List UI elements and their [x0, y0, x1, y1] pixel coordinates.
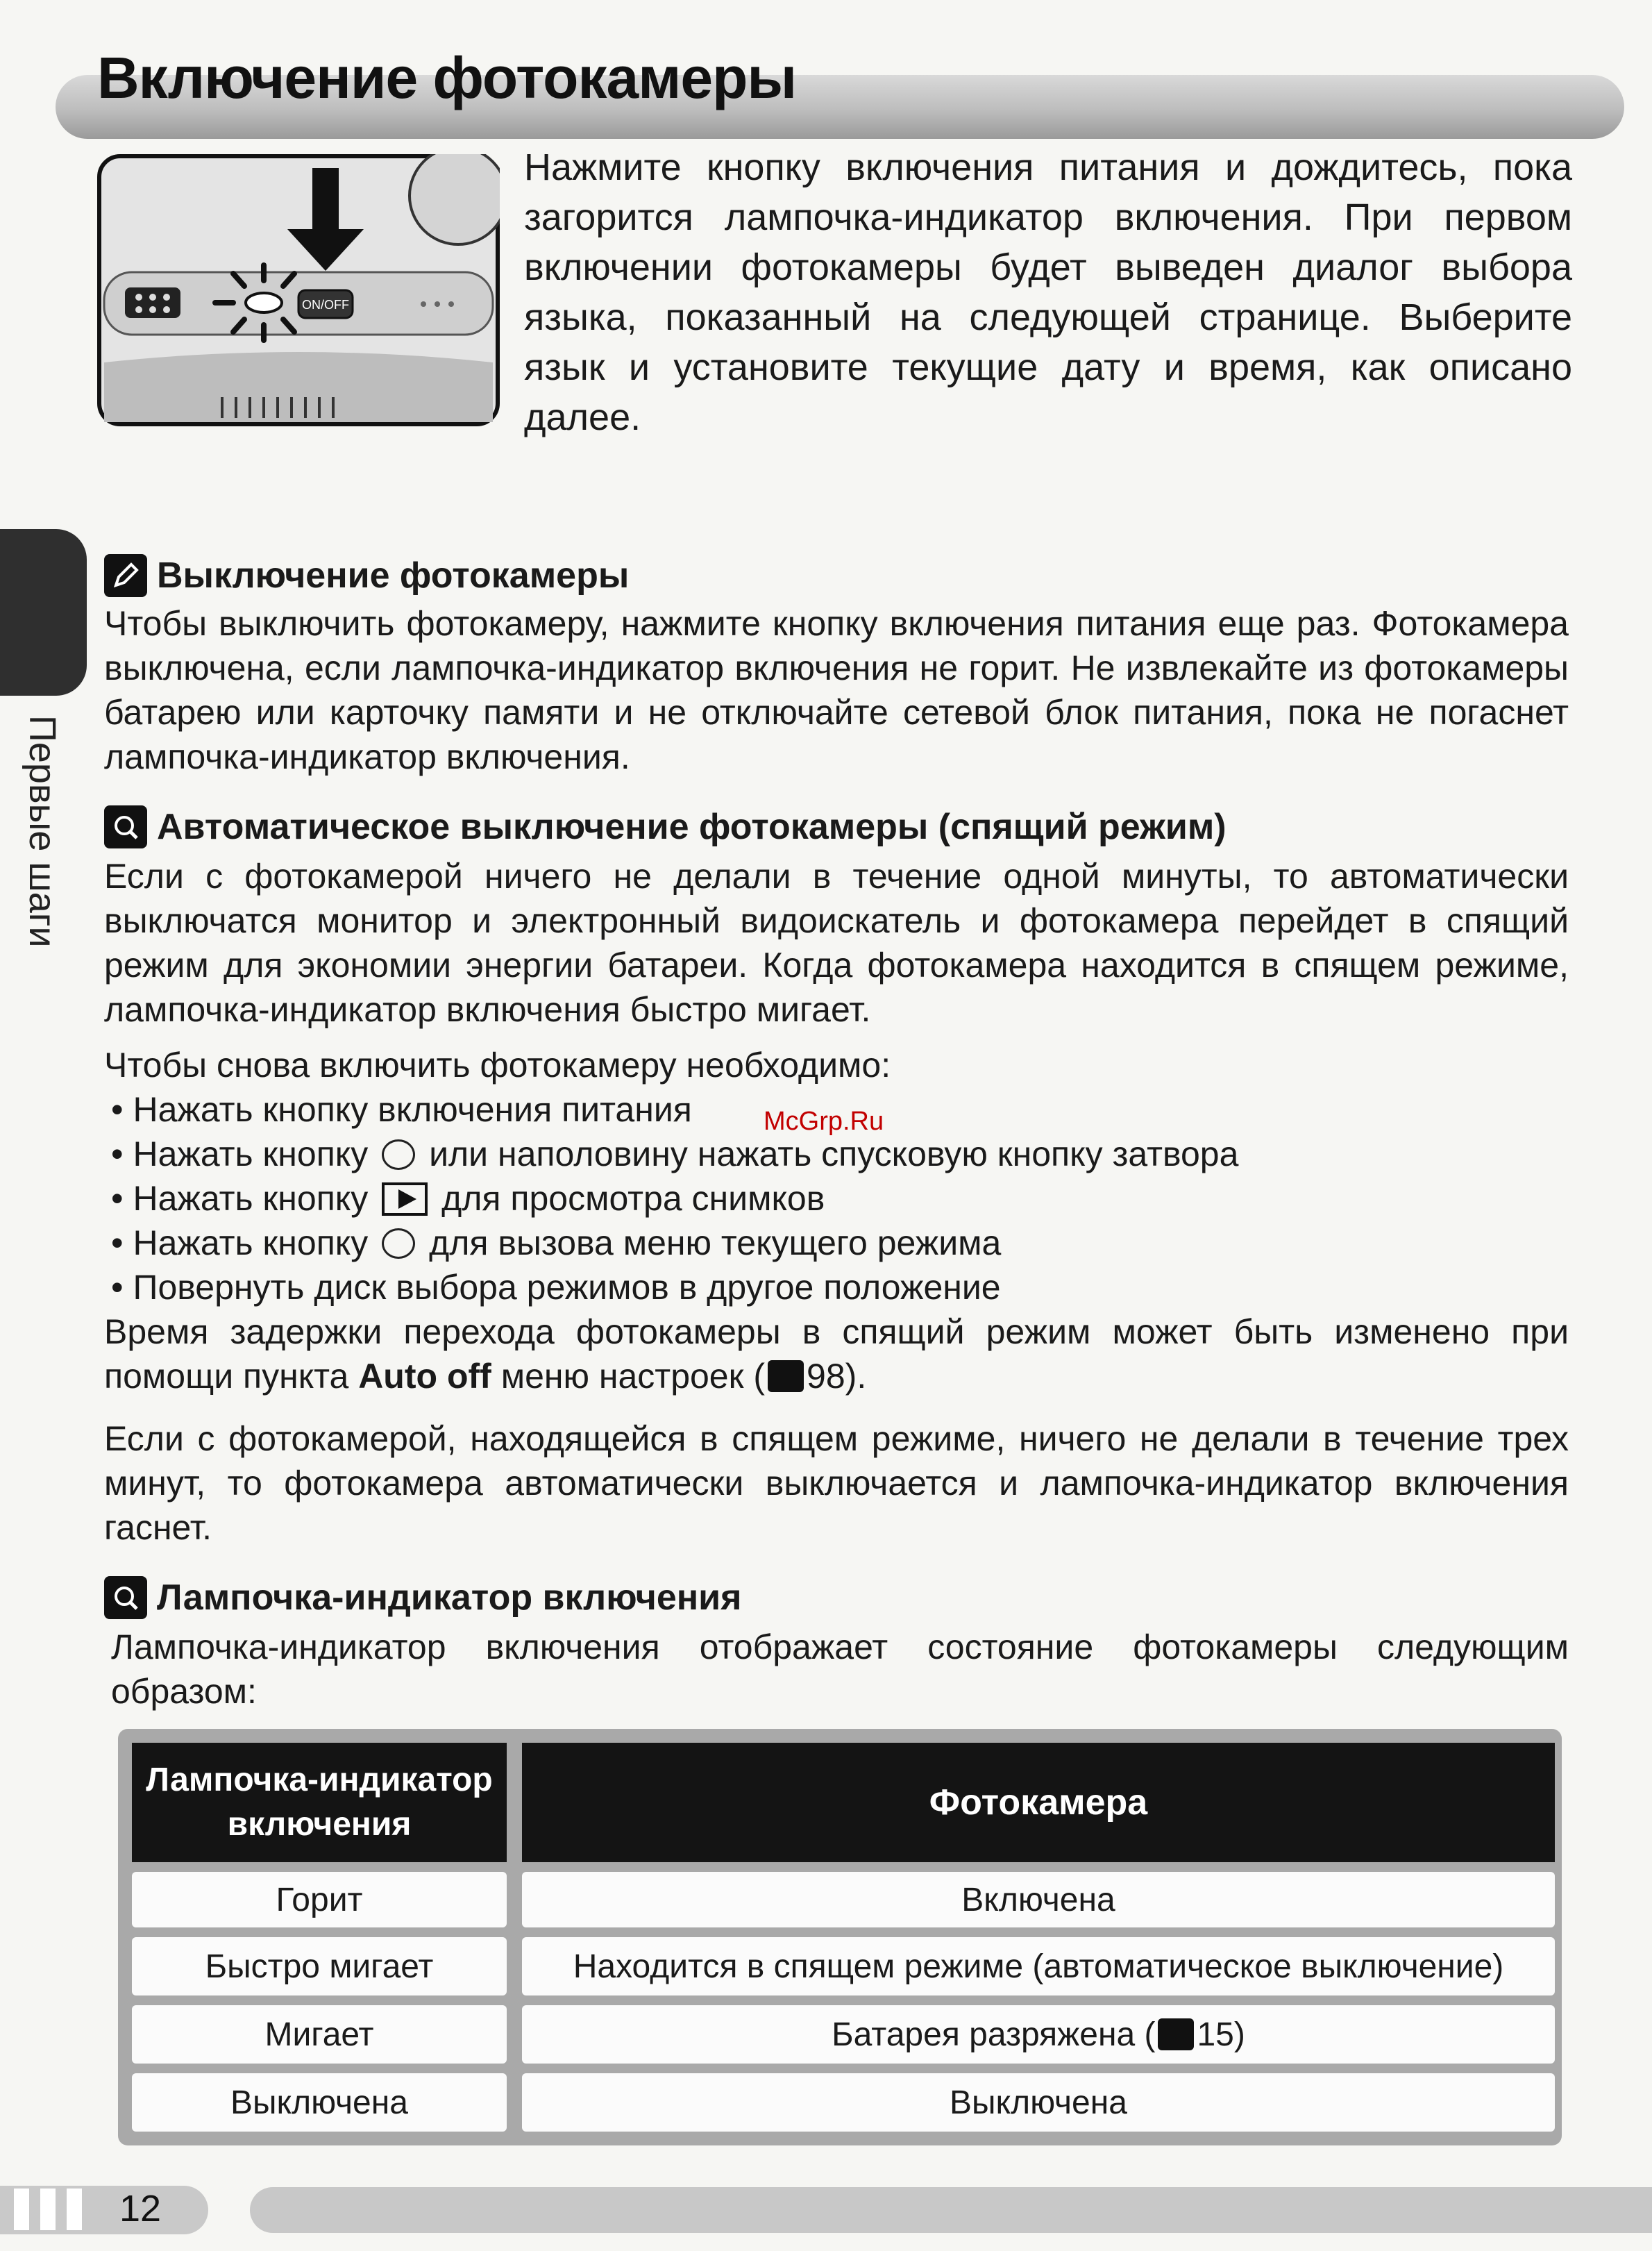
section-power-off-title: Выключение фотокамеры — [157, 555, 630, 596]
section-lamp-text: Лампочка-индикатор включения отображает состояние фотокамеры следующим образом: — [111, 1627, 1569, 1711]
page-ref-icon — [1158, 2018, 1194, 2050]
section-power-off-heading — [104, 554, 629, 597]
table-cell-camera: Находится в спящем режиме (автоматическое выключение) — [522, 1937, 1555, 1995]
monitor-button-icon — [382, 1139, 415, 1170]
auto-off-term: Auto off — [358, 1357, 491, 1396]
table-cell-lamp: Горит — [132, 1872, 507, 1927]
section-power-off-text: Чтобы выключить фотокамеру, нажмите кнопку включения питания еще раз. Фотокамера выключена, если лампочка-индикатор включения не горит. Не извлекайте из фотокамеры батарею или карточку памяти и не отключайте сетевой блок питания, пока не погаснет лампочка-индикатор включения. — [104, 604, 1569, 776]
sleep-text-1: Если с фотокамерой ничего не делали в течение одной минуты, то автоматически выключатся монитор и электронный видоискатель и фотокамера перейдет в спящий режим для экономии энергии батареи. Когда фотокамера находится в спящем режиме, лампочка-индикатор включения быстро мигает. — [104, 857, 1569, 1029]
pencil-note-icon — [104, 554, 147, 597]
on-off-button-label: ON/OFF — [302, 298, 349, 312]
table-header-lamp: Лампочка-индикатор включения — [132, 1743, 507, 1862]
sleep-text-3: Время задержки перехода фотокамеры в спящий режим может быть изменено при помощи пункта Auto off меню настроек ( 98). — [104, 1312, 1569, 1396]
section-lamp-title: Лампочка-индикатор включения — [157, 1578, 742, 1618]
table-cell-lamp: Выключена — [132, 2073, 507, 2132]
tip-icon — [104, 1576, 147, 1619]
section-lamp-heading — [104, 1576, 741, 1619]
page-ref-icon — [768, 1360, 804, 1392]
table-cell-lamp: Мигает — [132, 2005, 507, 2064]
table-header-camera: Фотокамера — [522, 1743, 1555, 1862]
play-button-icon — [382, 1182, 428, 1216]
camera-illustration — [97, 154, 500, 426]
side-tab — [0, 529, 87, 696]
watermark: McGrp.Ru — [764, 1107, 884, 1136]
section-sleep-title: Автоматическое выключение фотокамеры (спящий режим) — [157, 807, 1227, 847]
side-tab-label: Первые шаги — [22, 715, 63, 948]
sleep-text-2: Чтобы снова включить фотокамеру необходимо: — [104, 1046, 891, 1085]
footer-marks — [14, 2189, 82, 2230]
list-item: • Нажать кнопку для просмотра снимков — [111, 1176, 1569, 1221]
list-item: • Нажать кнопку или наполовину нажать спусковую кнопку затвора — [111, 1132, 1569, 1176]
menu-button-icon — [382, 1228, 415, 1259]
tip-icon — [104, 805, 147, 848]
table-cell-camera: Включена — [522, 1872, 1555, 1927]
section-sleep-heading — [104, 805, 1227, 848]
intro-paragraph: Нажмите кнопку включения питания и дождитесь, пока загорится лампочка-индикатор включения. При первом включении фотокамеры будет выведен диалог выбора языка, показанный на следующей странице. Выберите язык и установите текущие дату и время, как описано далее. — [524, 147, 1572, 438]
footer-band — [250, 2187, 1652, 2233]
list-item: • Нажать кнопку включения питания — [111, 1087, 1569, 1132]
page-number: 12 — [119, 2188, 162, 2229]
sleep-text-4: Если с фотокамерой, находящейся в спящем режиме, ничего не делали в течение трех минут, то фотокамера автоматически выключается и лампочка-индикатор включения гаснет. — [104, 1419, 1569, 1547]
list-item: • Нажать кнопку для вызова меню текущего режима — [111, 1221, 1569, 1265]
table-cell-lamp: Быстро мигает — [132, 1937, 507, 1995]
page-title: Включение фотокамеры — [97, 45, 797, 110]
table-cell-camera: Батарея разряжена ( 15 ) — [522, 2005, 1555, 2064]
list-item: • Повернуть диск выбора режимов в другое положение — [111, 1265, 1569, 1309]
table-cell-camera: Выключена — [522, 2073, 1555, 2132]
